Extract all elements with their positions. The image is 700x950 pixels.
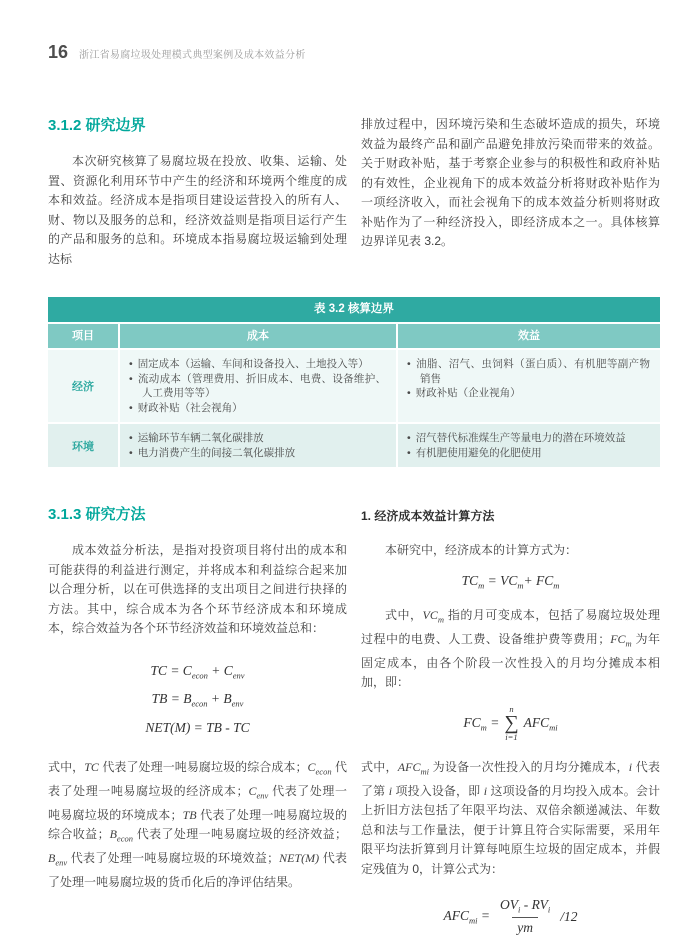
formula-tcm [361,573,660,591]
fraction-stack [495,897,555,936]
bullet-icon: • [129,358,133,370]
section-3-1-2 [48,104,660,281]
formula-fcm-sum [361,705,660,742]
col-header-benefit: 效益 [396,324,660,348]
method-1-intro: 本研究中，经济成本的计算方式为： [385,543,578,557]
col-header-cost: 成本 [118,324,396,348]
bullet-item: • 流动成本（管理费用、折旧成本、电费、设备维护、人工费用等等） [129,372,386,399]
environment-cost-cell [118,424,396,467]
running-title: 浙江省易腐垃圾处理模式典型案例及成本效益分析 [79,50,306,61]
sum-rhs: $AFC_{mi}$ [523,714,558,733]
bullet-icon: • [129,446,133,459]
economic-cost-cell [118,350,396,422]
formula-net: NET(M) = TB - TC [145,719,250,735]
formula-afc-fraction [361,897,660,936]
para-afc: 式中，$AFC_{mi}$ 为设备一次性投入的月均分摊成本，i 代表了第 i 项投入设备，即 i 这项设备的月均投入成本。会计上折旧方法包括了年限平均法、双倍余额递减法、年数总和法与工作量法，便于计算且符合实际需要，采用年限平均法折算到月计算每吨原生垃圾的固定成本，并假定残值为 0，计算公式为： [361,759,661,876]
table-title: 表 3.2 核算边界 [48,297,660,322]
bullet-icon: • [407,387,411,399]
column-right [361,104,660,281]
para-312-right: 排放过程中，因环境污染和生态破坏造成的损失，环境效益为最终产品和副产品避免排放污染而带来的效益。关于财政补贴，基于考察企业参与的积极性和政府补贴的有效性，企业视角下的成本效益分析将财政补贴作为一项经济收入，而社会视角下的成本效益分析则将财政补贴作为了一种经济投入，即经济成本之一。具体核算边界详见表 3.2。 [361,117,660,248]
bullet-icon: • [129,372,133,385]
bullet-item: • 油脂、沼气、虫饲料（蛋白质）、有机肥等副产物销售 [407,358,650,385]
page-content [48,104,660,950]
fraction-denominator: ym [512,917,538,936]
frac-suffix: /12 [560,908,578,924]
bullet-item: • 沼气替代标准煤生产等量电力的潜在环境效益 [407,432,626,444]
bullet-icon: • [129,401,133,414]
bullet-icon: • [129,432,133,444]
method-1-heading: 1. 经济成本效益计算方法 [361,509,495,523]
page-header [48,42,306,63]
sum-lhs: $FC_m$ = [463,714,500,733]
table-header-row [48,324,660,348]
bullet-item: • 固定成本（运输、车间和设备投入、土地投入等） [129,358,369,370]
sum-lower-limit: i=1 [505,732,518,743]
economic-benefit-cell [396,350,660,422]
environment-benefit-cell [396,424,660,467]
column-left [48,104,347,281]
heading-3-1-2: 3.1.2 研究边界 [48,117,146,134]
row-label-economic: 经济 [72,381,94,393]
para-vc: 式中，$VC_m$ 指的月可变成本，包括了易腐垃圾处理过程中的电费、人工费、设备维护费等费用；$FC_m$ 为年固定成本，由各个阶段一次性投入的月均分摊成本相加，即： [361,608,660,690]
table-row-economic [48,348,660,422]
col-header-item: 项目 [48,324,118,348]
frac-lhs: $AFC_{mi}$ = [443,907,490,926]
row-label-environment: 环境 [72,440,94,453]
column-right [361,493,660,950]
section-3-1-3 [48,493,660,950]
formula-tcm-body: $TC_m = VC_m+ FC_m$ [461,572,560,591]
para-312-left: 本次研究核算了易腐垃圾在投放、收集、运输、处置、资源化利用环节中产生的经济和环境两个维度的成本和效益。经济成本是指项目建设运营投入的所有人、财、物以及服务的总和，经济效益则是指项目运行产生的产品和服务的总和。环境成本指易腐垃圾运输到处理达标 [48,154,347,266]
column-left [48,493,347,950]
formula-tc: TC = $C_{econ} + C_{env}$ [150,662,245,681]
bullet-item: • 有机肥使用避免的化肥使用 [407,446,542,459]
sigma-glyph: ∑ [504,712,519,735]
summation-sigma-symbol [504,705,518,742]
bullet-item: • 财政补贴（企业视角） [407,387,521,399]
bullet-item: • 电力消费产生的间接二氧化碳排放 [129,446,296,459]
formula-block-total [48,659,347,740]
para-313-intro: 成本效益分析法，是指对投资项目将付出的成本和可能获得的利益进行测定，并将成本和利益综合起来加以合理分析，以在可供选择的支出项目之间进行抉择的方法。其中，综合成本为各个环节经济成本和环境成本，综合效益为各个环节经济效益和环境效益总和： [48,543,347,635]
bullet-item: • 运输环节车辆二氧化碳排放 [129,432,264,444]
para-313-explain: 式中，TC 代表了处理一吨易腐垃圾的综合成本；$C_{econ}$ 代表了处理一吨易腐垃圾的经济成本；$C_{env}$ 代表了处理一吨易腐垃圾的环境成本；TB 代表了处理一吨易腐垃圾的综合收益；$B_{econ}$ 代表了处理一吨易腐垃圾的经济效益；$B_{env}$ 代表了处理一吨易腐垃圾的环境效益；NET(M) 代表了处理一吨易腐垃圾的货币化后的净评估结果。 [48,759,347,889]
bullet-item: • 财政补贴（社会视角） [129,401,243,414]
bullet-icon: • [407,358,411,370]
sum-upper-limit: n [509,703,514,714]
formula-tb: TB = $B_{econ} + B_{env}$ [151,691,244,709]
table-row-environment [48,422,660,467]
page-number: 16 [48,42,69,62]
bullet-icon: • [407,432,411,444]
fraction-numerator: $OV_i - RV_i$ [499,897,551,916]
accounting-boundary-table [48,297,660,467]
bullet-icon: • [407,446,411,459]
heading-3-1-3: 3.1.3 研究方法 [48,506,146,523]
